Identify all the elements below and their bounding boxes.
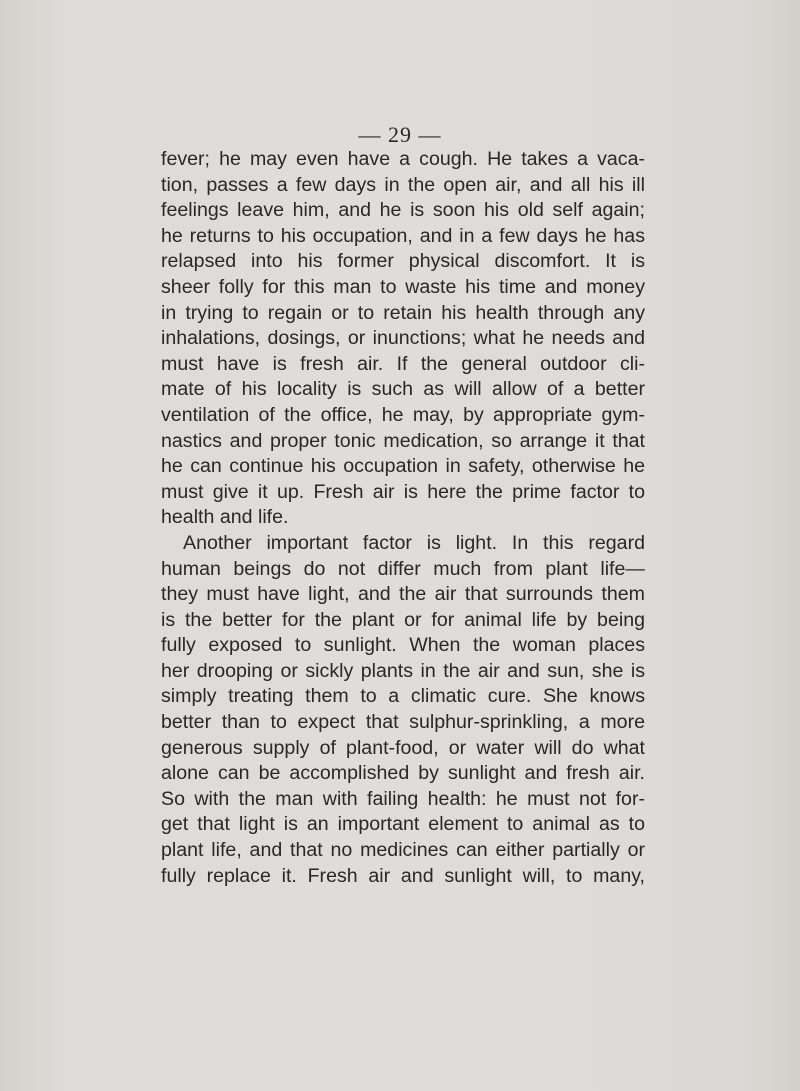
text-line: her drooping or sickly plants in the air and sun, she is xyxy=(161,659,645,682)
paragraph-1 xyxy=(161,147,645,531)
text-line: sheer folly for this man to waste his time and money xyxy=(161,275,645,298)
text-line: get that light is an important element to animal as to xyxy=(161,813,645,836)
paragraph-2 xyxy=(161,531,645,889)
text-line: must give it up. Fresh air is here the prime factor to xyxy=(161,480,645,503)
text-line: mate of his locality is such as will allow of a better xyxy=(161,378,645,401)
body-text xyxy=(161,147,645,889)
text-line: inhalations, dosings, or inunctions; what he needs and xyxy=(161,327,645,350)
text-line: health and life. xyxy=(161,506,289,529)
text-line: they must have light, and the air that surrounds them xyxy=(161,583,645,606)
text-line: plant life, and that no medicines can either partially or xyxy=(161,839,645,862)
text-line: fever; he may even have a cough. He takes a vaca- xyxy=(161,148,645,170)
text-line: must have is fresh air. If the general outdoor cli- xyxy=(161,352,645,375)
text-line: nastics and proper tonic medication, so arrange it that xyxy=(161,429,645,452)
text-line: in trying to regain or to retain his health through any xyxy=(161,301,645,324)
text-line: he can continue his occupation in safety, otherwise he xyxy=(161,455,645,478)
text-line: fully replace it. Fresh air and sunlight will, to many, xyxy=(161,864,645,887)
text-line: simply treating them to a climatic cure. She knows xyxy=(161,685,645,708)
text-line: he returns to his occupation, and in a few days he has xyxy=(161,224,645,247)
text-line: Another important factor is light. In this regard xyxy=(183,531,645,554)
text-line: better than to expect that sulphur-sprinkling, a more xyxy=(161,711,645,734)
text-line: generous supply of plant-food, or water will do what xyxy=(161,736,645,759)
text-line: alone can be accomplished by sunlight and fresh air. xyxy=(161,762,645,785)
text-line: human beings do not differ much from plant life— xyxy=(161,557,645,580)
text-line: So with the man with failing health: he must not for- xyxy=(161,787,645,810)
text-line: relapsed into his former physical discomfort. It is xyxy=(161,250,645,273)
text-line: tion, passes a few days in the open air, and all his ill xyxy=(161,173,645,196)
text-line: feelings leave him, and he is soon his old self again; xyxy=(161,199,645,222)
page-number: — 29 — xyxy=(358,122,442,147)
text-line: is the better for the plant or for animal life by being xyxy=(161,608,645,631)
text-line: fully exposed to sunlight. When the woman places xyxy=(161,634,645,657)
text-line: ventilation of the office, he may, by appropriate gym- xyxy=(161,403,645,426)
